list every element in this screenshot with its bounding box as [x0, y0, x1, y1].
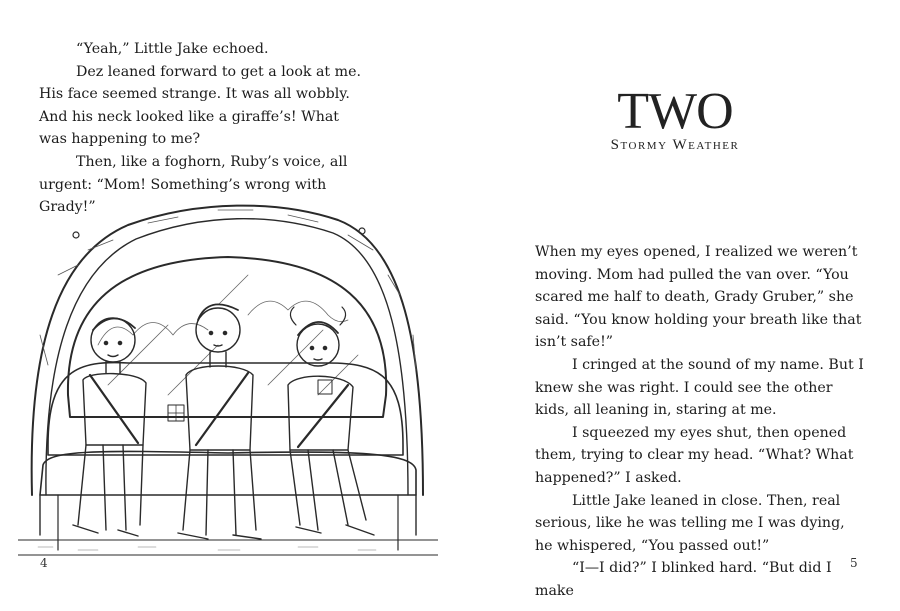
- chapter-number: TWO: [617, 83, 733, 140]
- rivet: [73, 232, 79, 238]
- paragraph: Little Jake leaned in close. Then, real serious, like he was telling me I was dying, he whispered, “You passed out!”: [535, 492, 845, 554]
- paragraph: “I—I did?” I blinked hard. “But did I make: [535, 560, 832, 599]
- seat-back: [48, 363, 403, 455]
- child-ruby: [288, 307, 374, 535]
- paragraph: Then, like a foghorn, Ruby’s voice, all urgent: “Mom! Something’s wrong with Grady!”: [39, 153, 348, 216]
- chapter-title: Stormy Weather: [610, 137, 740, 153]
- paragraph: When my eyes opened, I realized we weren’t moving. Mom had pulled the van over. “You scared me half to death, Grady Gruber,” she said. “You know holding your breath like that isn’t safe!”: [535, 244, 862, 351]
- van-floor: [18, 540, 438, 555]
- child-grady: [73, 318, 146, 536]
- left-page-text: [39, 38, 369, 219]
- page-number: 5: [850, 556, 858, 570]
- rear-window: [68, 257, 386, 417]
- right-page: [450, 0, 900, 611]
- right-page-text: [535, 241, 865, 603]
- seat-cushion: [40, 451, 416, 495]
- paragraph: Dez leaned forward to get a look at me. His face seemed strange. It was all wobbly. And his neck looked like a giraffe’s! What was happening to me?: [39, 63, 361, 148]
- child-dez: [178, 304, 261, 539]
- paragraph: “Yeah,” Little Jake echoed.: [76, 41, 269, 57]
- page-number: 4: [40, 556, 48, 570]
- van-seat-illustration: [18, 195, 438, 580]
- paragraph: I cringed at the sound of my name. But I knew she was right. I could see the other kids, all leaning in, staring at me.: [535, 356, 864, 419]
- seat-patch: [318, 380, 332, 394]
- paragraph: I squeezed my eyes shut, then opened them, trying to clear my head. “What? What happened?” I asked.: [535, 424, 854, 486]
